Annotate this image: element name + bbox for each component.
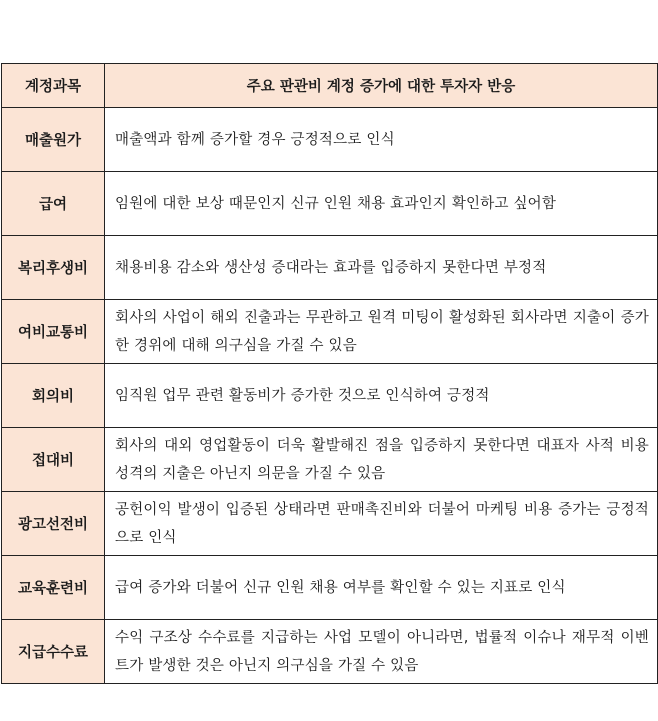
account-term: 복리후생비 [2,236,105,300]
table-row [2,172,658,236]
table-row [2,428,658,492]
table-row [2,492,658,556]
table-row [2,236,658,300]
account-term: 교육훈련비 [2,556,105,620]
expense-response-table-container [1,63,657,684]
account-term: 급여 [2,172,105,236]
investor-response-text: 공헌이익 발생이 입증된 상태라면 판매촉진비와 더불어 마케팅 비용 증가는 긍정적으로 인식 [105,492,658,556]
investor-response-text: 매출액과 함께 증가할 경우 긍정적으로 인식 [105,108,658,172]
table-row [2,364,658,428]
account-term: 지급수수료 [2,620,105,684]
investor-response-text: 수익 구조상 수수료를 지급하는 사업 모델이 아니라면, 법률적 이슈나 재무적 이벤트가 발생한 것은 아닌지 의구심을 가질 수 있음 [105,620,658,684]
table-row [2,108,658,172]
account-term: 매출원가 [2,108,105,172]
expense-response-table [1,63,658,684]
account-term: 접대비 [2,428,105,492]
table-row [2,300,658,364]
header-investor-response: 주요 판관비 계정 증가에 대한 투자자 반응 [105,64,658,108]
investor-response-text: 회사의 사업이 해외 진출과는 무관하고 원격 미팅이 활성화된 회사라면 지출이 증가한 경위에 대해 의구심을 가질 수 있음 [105,300,658,364]
header-account-title: 계정과목 [2,64,105,108]
investor-response-text: 회사의 대외 영업활동이 더욱 활발해진 점을 입증하지 못한다면 대표자 사적 비용 성격의 지출은 아닌지 의문을 가질 수 있음 [105,428,658,492]
account-term: 회의비 [2,364,105,428]
investor-response-text: 임직원 업무 관련 활동비가 증가한 것으로 인식하여 긍정적 [105,364,658,428]
investor-response-text: 임원에 대한 보상 때문인지 신규 인원 채용 효과인지 확인하고 싶어함 [105,172,658,236]
investor-response-text: 급여 증가와 더불어 신규 인원 채용 여부를 확인할 수 있는 지표로 인식 [105,556,658,620]
account-term: 광고선전비 [2,492,105,556]
account-term: 여비교통비 [2,300,105,364]
table-row [2,556,658,620]
table-header-row [2,64,658,108]
table-row [2,620,658,684]
investor-response-text: 채용비용 감소와 생산성 증대라는 효과를 입증하지 못한다면 부정적 [105,236,658,300]
